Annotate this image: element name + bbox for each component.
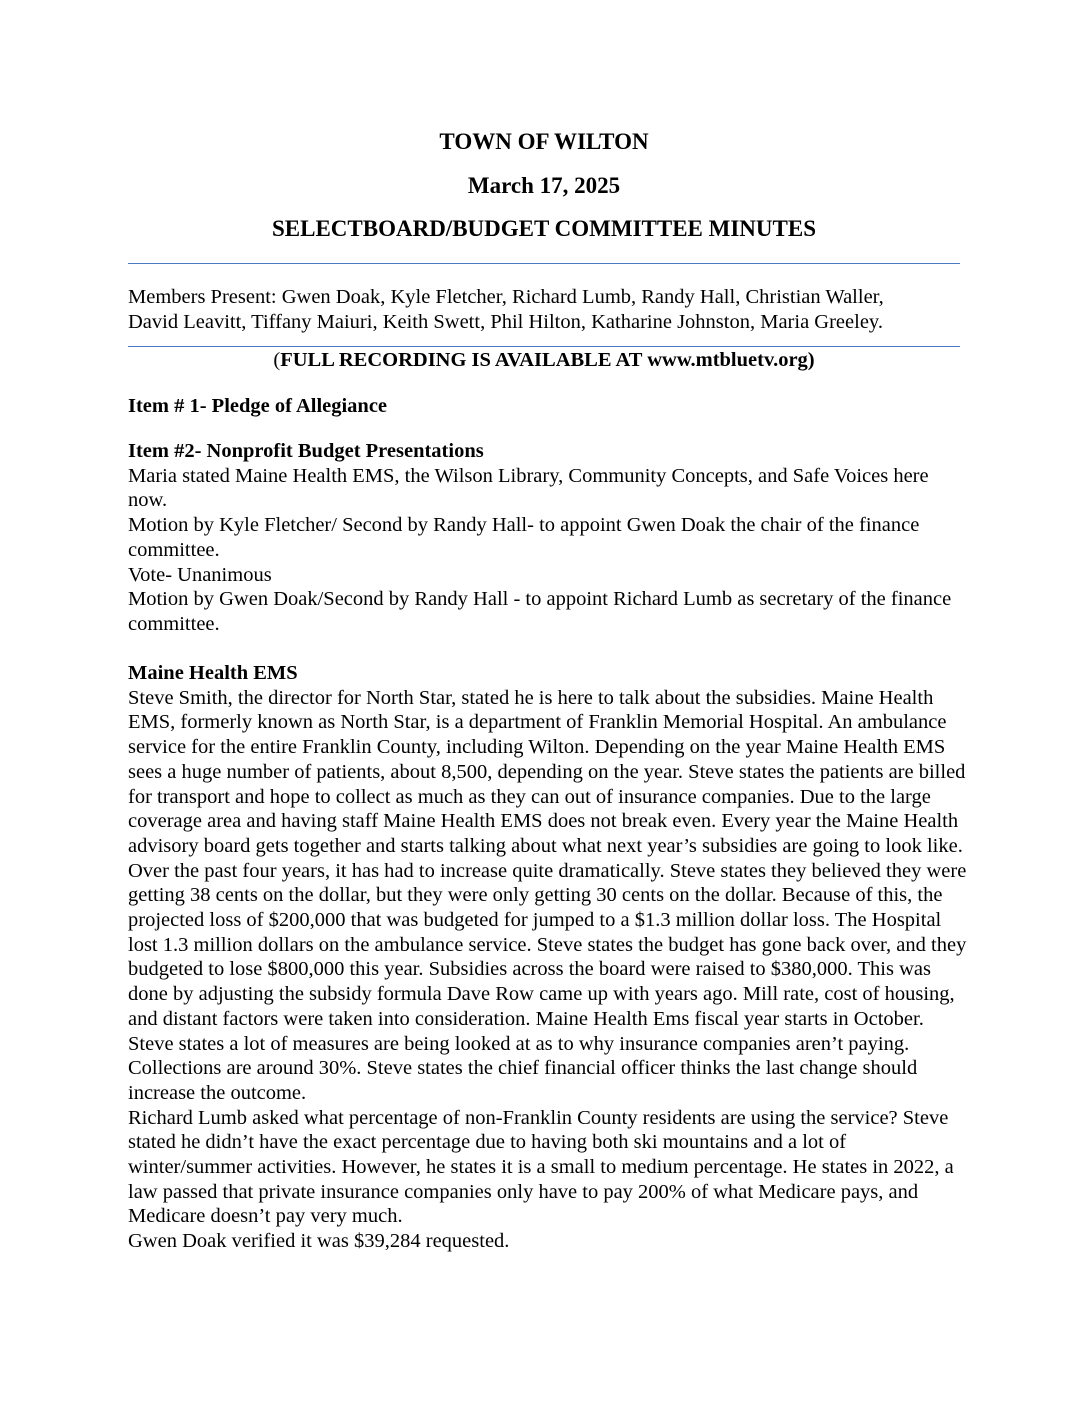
ems-heading: Maine Health EMS bbox=[128, 662, 298, 684]
item1-heading: Item # 1- Pledge of Allegiance bbox=[128, 395, 388, 417]
divider-top bbox=[128, 263, 960, 264]
ems-paragraph: Gwen Doak verified it was $39,284 requested. bbox=[128, 1230, 510, 1253]
item2-heading: Item #2- Nonprofit Budget Presentations bbox=[128, 440, 484, 462]
recording-notice bbox=[0, 348, 1088, 372]
members-line-2: David Leavitt, Tiffany Maiuri, Keith Swett, Phil Hilton, Katharine Johnston, Maria Greeley. bbox=[128, 310, 883, 333]
document-subtitle: SELECTBOARD/BUDGET COMMITTEE MINUTES bbox=[271, 216, 816, 241]
item2-paragraph: Maria stated Maine Health EMS, the Wilson Library, Community Concepts, and Safe Voices here now. bbox=[128, 464, 929, 512]
item2-section bbox=[128, 439, 968, 637]
ems-section bbox=[128, 661, 968, 1254]
divider-bottom bbox=[128, 346, 960, 347]
document-title: TOWN OF WILTON bbox=[439, 129, 649, 154]
meeting-date: March 17, 2025 bbox=[467, 173, 621, 198]
members-present bbox=[128, 285, 968, 334]
recording-paren: ( bbox=[273, 349, 281, 371]
recording-text: FULL RECORDING IS AVAILABLE AT www.mtbluetv.org) bbox=[280, 349, 815, 371]
item2-paragraph: Motion by Gwen Doak/Second by Randy Hall - to appoint Richard Lumb as secretary of the finance committee. bbox=[128, 588, 952, 635]
ems-paragraph: Richard Lumb asked what percentage of non-Franklin County residents are using the service? Steve stated he didn’t have the exact percentage due to having both ski mountains and a lot of winter/summer activities. However, he states it is a small to medium percentage. He states in 2022, a law passed that private insurance companies only have to pay 200% of what Medicare pays, and Medicare doesn’t pay very much. bbox=[128, 1106, 954, 1228]
item2-paragraph: Vote- Unanimous bbox=[128, 563, 272, 586]
item2-paragraph: Motion by Kyle Fletcher/ Second by Randy Hall- to appoint Gwen Doak the chair of the finance committee. bbox=[128, 514, 920, 561]
ems-paragraph: Steve Smith, the director for North Star, stated he is here to talk about the subsidies. Maine Health EMS, formerly known as North Star, is a department of Franklin Memorial Hospital. An ambulance service for the entire Franklin County, including Wilton. Depending on the year Maine Health EMS sees a huge number of patients, about 8,500, depending on the year. Steve states the patients are billed for transport and hope to collect as much as they can out of insurance companies. Due to the large coverage area and having staff Maine Health EMS does not break even. Every year the Maine Health advisory board gets together and starts talking about what next year’s subsidies are going to look like. Over the past four years, it has had to increase quite dramatically. Steve states they believed they were getting 38 cents on the dollar, but they were only getting 30 cents on the dollar. Because of this, the projected loss of $200,000 that was budgeted for jumped to a $1.3 million dollar loss. The Hospital lost 1.3 million dollars on the ambulance service. Steve states the budget has gone back over, and they budgeted to lose $800,000 this year. Subsidies across the board were raised to $380,000. This was done by adjusting the subsidy formula Dave Row came up with years ago. Mill rate, cost of housing, and distant factors were taken into consideration. Maine Health Ems fiscal year starts in October. Steve states a lot of measures are being looked at as to why insurance companies aren’t paying. Collections are around 30%. Steve states the chief financial officer thinks the last change should increase the outcome. bbox=[128, 686, 967, 1104]
members-line-1: Members Present: Gwen Doak, Kyle Fletcher, Richard Lumb, Randy Hall, Christian Waller, bbox=[128, 286, 884, 308]
